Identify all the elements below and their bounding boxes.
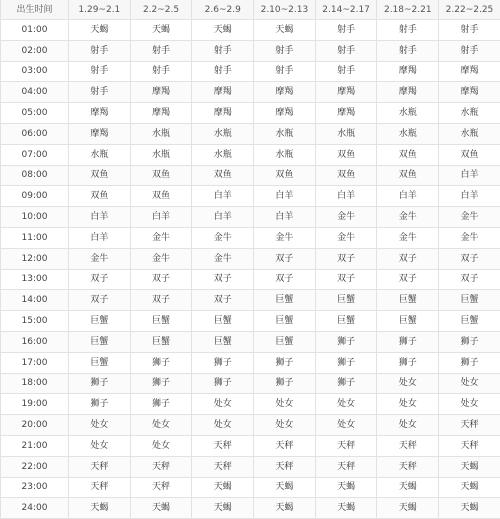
zodiac-sign-cell: 白羊 [377, 186, 439, 207]
zodiac-sign-cell: 摩羯 [130, 103, 192, 124]
zodiac-sign-cell: 天蝎 [130, 498, 192, 519]
zodiac-sign-cell: 金牛 [315, 207, 377, 228]
table-row [1, 435, 500, 456]
zodiac-sign-cell: 摩羯 [254, 103, 316, 124]
zodiac-sign-cell: 金牛 [130, 227, 192, 248]
zodiac-sign-cell: 巨蟹 [130, 331, 192, 352]
zodiac-sign-cell: 狮子 [130, 373, 192, 394]
zodiac-sign-cell: 双子 [130, 290, 192, 311]
zodiac-sign-cell: 金牛 [254, 227, 316, 248]
zodiac-sign-cell: 天蝎 [377, 477, 439, 498]
zodiac-sign-cell: 摩羯 [192, 82, 254, 103]
birth-time-cell: 15:00 [1, 311, 69, 332]
table-row [1, 352, 500, 373]
zodiac-sign-cell: 双鱼 [130, 165, 192, 186]
zodiac-sign-cell: 水瓶 [192, 123, 254, 144]
zodiac-sign-cell: 天蝎 [69, 498, 131, 519]
zodiac-sign-cell: 处女 [254, 394, 316, 415]
zodiac-sign-cell: 水瓶 [315, 123, 377, 144]
zodiac-sign-cell: 天蝎 [254, 477, 316, 498]
zodiac-sign-cell: 水瓶 [254, 123, 316, 144]
table-header [1, 0, 500, 20]
zodiac-sign-cell: 巨蟹 [377, 311, 439, 332]
zodiac-sign-cell: 巨蟹 [192, 311, 254, 332]
header-date-range: 2.18~2.21 [377, 0, 439, 20]
zodiac-sign-cell: 天秤 [130, 456, 192, 477]
zodiac-sign-cell: 天蝎 [192, 20, 254, 41]
zodiac-sign-cell: 双鱼 [377, 144, 439, 165]
zodiac-sign-cell: 水瓶 [377, 103, 439, 124]
zodiac-sign-cell: 摩羯 [439, 82, 500, 103]
zodiac-sign-cell: 天秤 [315, 456, 377, 477]
header-date-range: 2.14~2.17 [315, 0, 377, 20]
header-row [1, 0, 500, 20]
zodiac-sign-cell: 天蝎 [439, 456, 500, 477]
zodiac-sign-cell: 双子 [192, 269, 254, 290]
table-row [1, 40, 500, 61]
zodiac-sign-cell: 狮子 [377, 331, 439, 352]
table-row [1, 165, 500, 186]
zodiac-sign-cell: 处女 [69, 415, 131, 436]
zodiac-sign-cell: 天秤 [254, 456, 316, 477]
zodiac-sign-cell: 射手 [192, 40, 254, 61]
zodiac-sign-cell: 双鱼 [315, 144, 377, 165]
zodiac-sign-cell: 处女 [439, 373, 500, 394]
birth-time-cell: 12:00 [1, 248, 69, 269]
birth-time-cell: 17:00 [1, 352, 69, 373]
zodiac-sign-cell: 白羊 [254, 186, 316, 207]
zodiac-sign-cell: 金牛 [192, 227, 254, 248]
birth-time-cell: 07:00 [1, 144, 69, 165]
birth-time-cell: 21:00 [1, 435, 69, 456]
zodiac-sign-cell: 双子 [315, 248, 377, 269]
zodiac-sign-cell: 巨蟹 [254, 331, 316, 352]
birth-time-cell: 14:00 [1, 290, 69, 311]
zodiac-sign-cell: 射手 [315, 61, 377, 82]
zodiac-sign-cell: 白羊 [254, 207, 316, 228]
zodiac-sign-cell: 狮子 [69, 394, 131, 415]
zodiac-sign-cell: 天秤 [315, 435, 377, 456]
zodiac-sign-cell: 巨蟹 [69, 311, 131, 332]
birth-time-cell: 01:00 [1, 20, 69, 41]
zodiac-sign-cell: 金牛 [192, 248, 254, 269]
header-date-range: 1.29~2.1 [69, 0, 131, 20]
zodiac-sign-cell: 双子 [254, 248, 316, 269]
zodiac-sign-cell: 射手 [315, 40, 377, 61]
zodiac-sign-cell: 狮子 [315, 373, 377, 394]
table-row [1, 477, 500, 498]
zodiac-sign-cell: 射手 [130, 40, 192, 61]
birth-time-cell: 09:00 [1, 186, 69, 207]
table-row [1, 103, 500, 124]
header-date-range: 2.2~2.5 [130, 0, 192, 20]
birth-time-cell: 11:00 [1, 227, 69, 248]
zodiac-sign-cell: 水瓶 [439, 103, 500, 124]
zodiac-sign-cell: 金牛 [315, 227, 377, 248]
zodiac-sign-cell: 巨蟹 [439, 290, 500, 311]
zodiac-sign-cell: 巨蟹 [254, 290, 316, 311]
zodiac-sign-cell: 处女 [377, 373, 439, 394]
zodiac-sign-cell: 巨蟹 [69, 331, 131, 352]
zodiac-sign-cell: 射手 [377, 40, 439, 61]
zodiac-sign-cell: 狮子 [377, 352, 439, 373]
zodiac-sign-cell: 天秤 [439, 435, 500, 456]
birth-time-cell: 22:00 [1, 456, 69, 477]
zodiac-sign-cell: 天秤 [254, 435, 316, 456]
zodiac-sign-cell: 白羊 [192, 186, 254, 207]
header-date-range: 2.6~2.9 [192, 0, 254, 20]
zodiac-sign-cell: 双子 [315, 269, 377, 290]
zodiac-sign-cell: 双鱼 [69, 165, 131, 186]
zodiac-sign-cell: 摩羯 [69, 123, 131, 144]
zodiac-sign-cell: 射手 [439, 20, 500, 41]
zodiac-sign-cell: 处女 [254, 415, 316, 436]
birth-time-cell: 06:00 [1, 123, 69, 144]
zodiac-sign-cell: 天蝎 [439, 498, 500, 519]
table-row [1, 82, 500, 103]
zodiac-sign-cell: 处女 [377, 415, 439, 436]
zodiac-sign-cell: 天秤 [377, 435, 439, 456]
zodiac-sign-cell: 狮子 [315, 352, 377, 373]
zodiac-sign-cell: 天秤 [69, 456, 131, 477]
zodiac-sign-cell: 白羊 [130, 207, 192, 228]
zodiac-sign-cell: 双子 [254, 269, 316, 290]
table-row [1, 227, 500, 248]
zodiac-sign-cell: 处女 [130, 415, 192, 436]
zodiac-sign-cell: 金牛 [377, 227, 439, 248]
zodiac-sign-cell: 水瓶 [377, 123, 439, 144]
zodiac-sign-cell: 处女 [69, 435, 131, 456]
birth-time-cell: 16:00 [1, 331, 69, 352]
table-row [1, 186, 500, 207]
zodiac-sign-cell: 射手 [69, 61, 131, 82]
zodiac-sign-cell: 狮子 [254, 373, 316, 394]
birth-time-cell: 03:00 [1, 61, 69, 82]
zodiac-sign-cell: 天蝎 [130, 20, 192, 41]
zodiac-sign-cell: 射手 [69, 82, 131, 103]
zodiac-sign-cell: 天秤 [377, 456, 439, 477]
zodiac-sign-cell: 天秤 [192, 435, 254, 456]
zodiac-sign-cell: 摩羯 [192, 103, 254, 124]
zodiac-sign-cell: 摩羯 [377, 82, 439, 103]
zodiac-sign-cell: 双鱼 [69, 186, 131, 207]
zodiac-sign-cell: 双子 [69, 290, 131, 311]
zodiac-sign-cell: 射手 [439, 40, 500, 61]
zodiac-sign-cell: 白羊 [69, 207, 131, 228]
zodiac-sign-cell: 天蝎 [192, 477, 254, 498]
zodiac-sign-cell: 天秤 [439, 415, 500, 436]
zodiac-sign-cell: 巨蟹 [439, 311, 500, 332]
zodiac-sign-cell: 巨蟹 [130, 311, 192, 332]
zodiac-sign-cell: 射手 [69, 40, 131, 61]
zodiac-sign-cell: 射手 [130, 61, 192, 82]
table-row [1, 394, 500, 415]
table-row [1, 373, 500, 394]
zodiac-sign-cell: 巨蟹 [377, 290, 439, 311]
zodiac-sign-cell: 巨蟹 [69, 352, 131, 373]
zodiac-sign-cell: 天蝎 [69, 20, 131, 41]
zodiac-sign-cell: 摩羯 [315, 82, 377, 103]
zodiac-sign-cell: 金牛 [439, 227, 500, 248]
birth-time-cell: 02:00 [1, 40, 69, 61]
table-row [1, 144, 500, 165]
table-body [1, 20, 500, 519]
header-birth-time: 出生时间 [1, 0, 69, 20]
table-row [1, 123, 500, 144]
table-row [1, 61, 500, 82]
table-row [1, 331, 500, 352]
zodiac-sign-cell: 射手 [254, 40, 316, 61]
zodiac-sign-cell: 水瓶 [130, 123, 192, 144]
zodiac-sign-cell: 摩羯 [69, 103, 131, 124]
zodiac-sign-cell: 双子 [192, 290, 254, 311]
zodiac-sign-cell: 巨蟹 [254, 311, 316, 332]
zodiac-sign-cell: 狮子 [315, 331, 377, 352]
zodiac-sign-cell: 处女 [439, 394, 500, 415]
birth-time-cell: 04:00 [1, 82, 69, 103]
zodiac-sign-cell: 狮子 [192, 373, 254, 394]
table-row [1, 290, 500, 311]
zodiac-sign-cell: 处女 [315, 394, 377, 415]
zodiac-sign-cell: 巨蟹 [192, 331, 254, 352]
zodiac-sign-cell: 双鱼 [315, 165, 377, 186]
birth-time-cell: 23:00 [1, 477, 69, 498]
zodiac-sign-cell: 双鱼 [254, 165, 316, 186]
table-row [1, 269, 500, 290]
table-row [1, 207, 500, 228]
zodiac-sign-cell: 金牛 [377, 207, 439, 228]
table-row [1, 311, 500, 332]
birth-time-cell: 19:00 [1, 394, 69, 415]
zodiac-sign-cell: 巨蟹 [315, 290, 377, 311]
zodiac-sign-cell: 狮子 [439, 352, 500, 373]
zodiac-sign-cell: 处女 [130, 435, 192, 456]
zodiac-sign-cell: 白羊 [439, 165, 500, 186]
zodiac-sign-cell: 双鱼 [377, 165, 439, 186]
table-row [1, 498, 500, 519]
birth-time-cell: 24:00 [1, 498, 69, 519]
zodiac-sign-cell: 处女 [377, 394, 439, 415]
birth-time-cell: 20:00 [1, 415, 69, 436]
zodiac-sign-cell: 双鱼 [439, 144, 500, 165]
zodiac-sign-cell: 天蝎 [377, 498, 439, 519]
zodiac-sign-cell: 白羊 [69, 227, 131, 248]
zodiac-sign-cell: 天蝎 [315, 498, 377, 519]
header-date-range: 2.22~2.25 [439, 0, 500, 20]
zodiac-sign-cell: 水瓶 [69, 144, 131, 165]
zodiac-sign-cell: 摩羯 [254, 82, 316, 103]
zodiac-sign-cell: 摩羯 [130, 82, 192, 103]
zodiac-sign-cell: 金牛 [69, 248, 131, 269]
zodiac-sign-cell: 射手 [377, 20, 439, 41]
birth-time-cell: 18:00 [1, 373, 69, 394]
zodiac-sign-cell: 射手 [192, 61, 254, 82]
zodiac-sign-cell: 处女 [315, 415, 377, 436]
zodiac-sign-cell: 天秤 [130, 477, 192, 498]
zodiac-sign-cell: 水瓶 [254, 144, 316, 165]
zodiac-sign-cell: 天秤 [69, 477, 131, 498]
zodiac-sign-cell: 白羊 [315, 186, 377, 207]
zodiac-sign-cell: 双子 [377, 248, 439, 269]
zodiac-sign-cell: 处女 [192, 394, 254, 415]
table-row [1, 248, 500, 269]
zodiac-sign-cell: 天蝎 [254, 20, 316, 41]
zodiac-sign-cell: 水瓶 [192, 144, 254, 165]
table-row [1, 456, 500, 477]
zodiac-sign-cell: 摩羯 [315, 103, 377, 124]
table-row [1, 415, 500, 436]
zodiac-sign-cell: 狮子 [192, 352, 254, 373]
zodiac-sign-cell: 金牛 [130, 248, 192, 269]
zodiac-sign-cell: 双子 [69, 269, 131, 290]
zodiac-sign-cell: 双鱼 [130, 186, 192, 207]
zodiac-sign-cell: 双子 [439, 248, 500, 269]
zodiac-sign-cell: 射手 [315, 20, 377, 41]
zodiac-sign-cell: 巨蟹 [315, 311, 377, 332]
zodiac-sign-cell: 狮子 [130, 394, 192, 415]
zodiac-sign-cell: 天蝎 [315, 477, 377, 498]
zodiac-sign-cell: 狮子 [439, 331, 500, 352]
zodiac-sign-cell: 射手 [254, 61, 316, 82]
zodiac-sign-cell: 狮子 [69, 373, 131, 394]
zodiac-sign-cell: 白羊 [192, 207, 254, 228]
zodiac-sign-cell: 双子 [439, 269, 500, 290]
zodiac-sign-cell: 天蝎 [439, 477, 500, 498]
zodiac-sign-cell: 天秤 [192, 456, 254, 477]
birth-time-cell: 13:00 [1, 269, 69, 290]
zodiac-sign-cell: 水瓶 [439, 123, 500, 144]
birth-time-cell: 08:00 [1, 165, 69, 186]
zodiac-sign-cell: 狮子 [254, 352, 316, 373]
zodiac-sign-cell: 天蝎 [192, 498, 254, 519]
zodiac-sign-cell: 双子 [377, 269, 439, 290]
table-row [1, 20, 500, 41]
zodiac-sign-cell: 双子 [130, 269, 192, 290]
zodiac-sign-cell: 摩羯 [439, 61, 500, 82]
zodiac-sign-cell: 水瓶 [130, 144, 192, 165]
zodiac-sign-cell: 天蝎 [254, 498, 316, 519]
zodiac-sign-cell: 双鱼 [192, 165, 254, 186]
header-date-range: 2.10~2.13 [254, 0, 316, 20]
zodiac-sign-cell: 金牛 [439, 207, 500, 228]
birth-time-cell: 05:00 [1, 103, 69, 124]
zodiac-sign-cell: 狮子 [130, 352, 192, 373]
zodiac-sign-cell: 摩羯 [377, 61, 439, 82]
zodiac-sign-cell: 处女 [192, 415, 254, 436]
birth-time-cell: 10:00 [1, 207, 69, 228]
zodiac-sign-cell: 白羊 [439, 186, 500, 207]
